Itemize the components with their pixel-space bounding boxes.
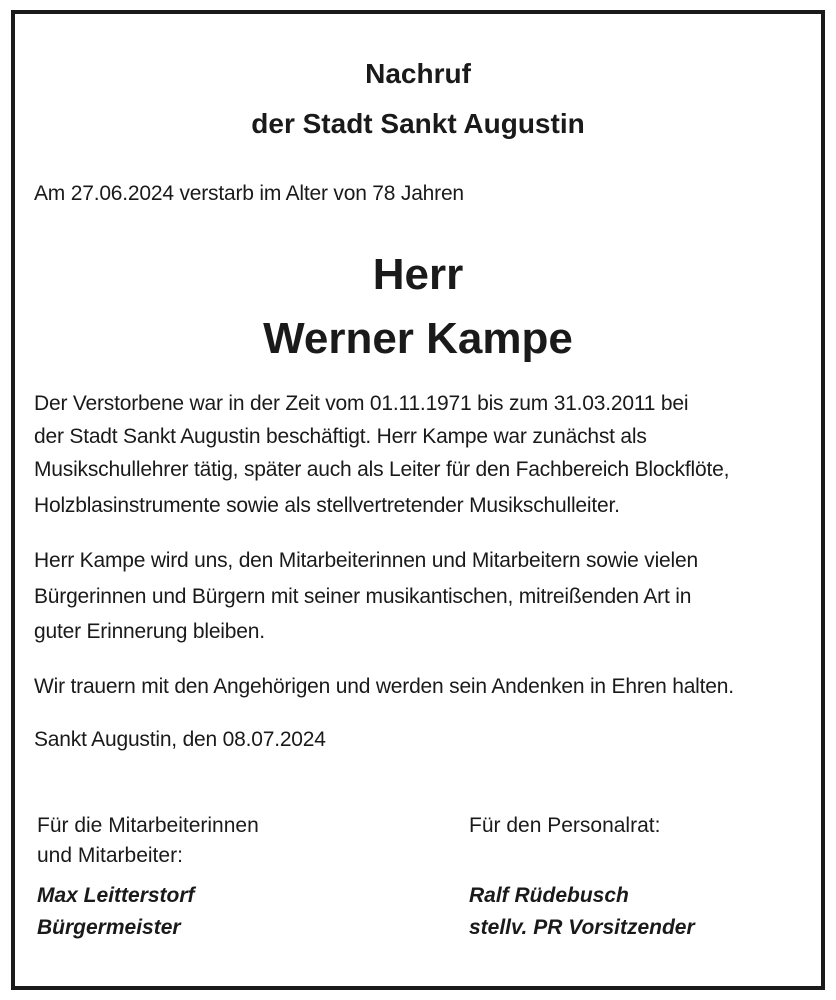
signatory-name: Max Leitterstorf — [37, 884, 195, 907]
signatory-role: stellv. PR Vorsitzender — [469, 916, 695, 939]
signatory-role: Bürgermeister — [37, 916, 181, 939]
text-line: guter Erinnerung bleiben. — [34, 620, 265, 643]
place-date: Sankt Augustin, den 08.07.2024 — [34, 728, 326, 751]
signature-label: und Mitarbeiter: — [37, 844, 183, 867]
signature-label: Für die Mitarbeiterinnen — [37, 814, 259, 837]
text-line: Der Verstorbene war in der Zeit vom 01.11.1971 bis zum 31.03.2011 bei — [34, 392, 689, 415]
text-line: der Stadt Sankt Augustin beschäftigt. Herr Kampe war zunächst als — [34, 425, 647, 448]
text-line: Bürgerinnen und Bürgern mit seiner musikantischen, mitreißenden Art in — [34, 585, 692, 608]
paragraph-mourning: Wir trauern mit den Angehörigen und werden sein Andenken in Ehren halten. — [34, 675, 734, 698]
text-line: Holzblasinstrumente sowie als stellvertretender Musikschulleiter. — [34, 494, 620, 517]
signatory-name: Ralf Rüdebusch — [469, 884, 629, 907]
signature-label: Für den Personalrat: — [469, 814, 661, 837]
text-line: Musikschullehrer tätig, später auch als Leiter für den Fachbereich Blockflöte, — [34, 458, 730, 481]
intro-line: Am 27.06.2024 verstarb im Alter von 78 Jahren — [34, 182, 464, 205]
deceased-name: Werner Kampe — [263, 314, 573, 363]
notice-subheading: der Stadt Sankt Augustin — [251, 108, 585, 139]
text-line: Herr Kampe wird uns, den Mitarbeiterinnen und Mitarbeitern sowie vielen — [34, 549, 698, 572]
notice-heading: Nachruf — [365, 58, 471, 89]
deceased-salutation: Herr — [372, 250, 464, 299]
